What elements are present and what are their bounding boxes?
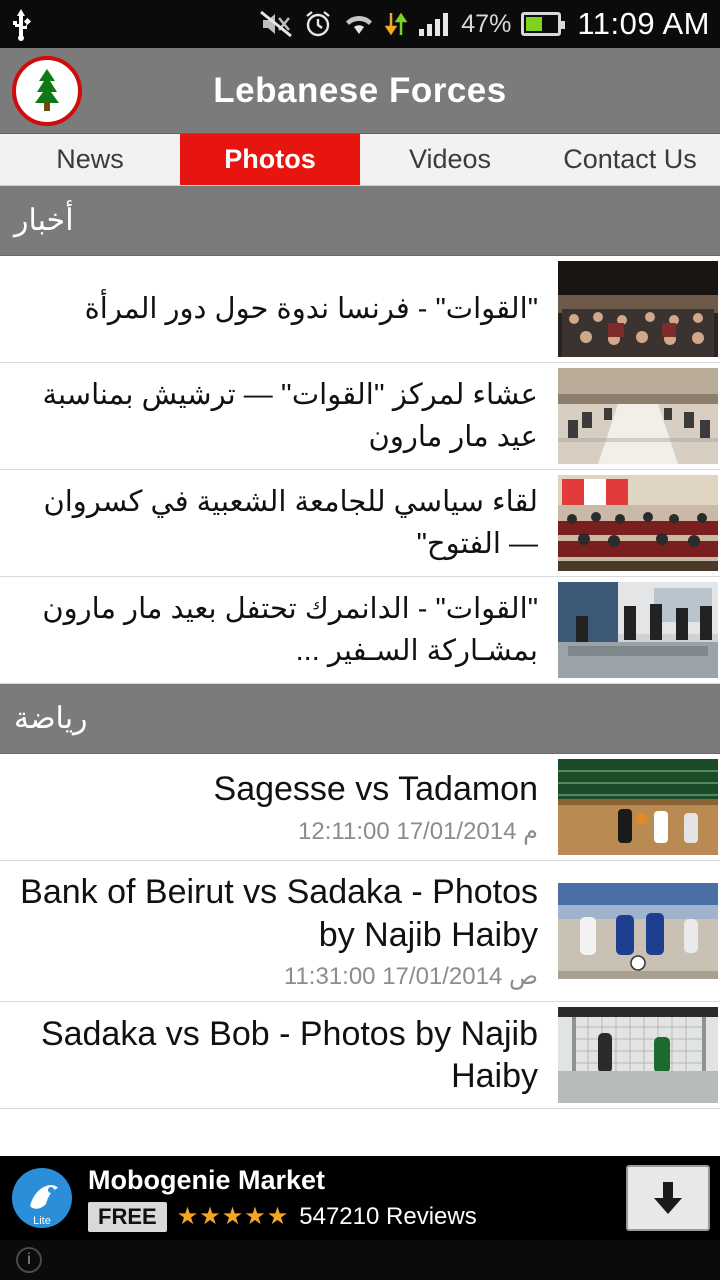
list-item-title: لقاء سياسي للجامعة الشعبية في كسروان — الفتوح" [43,485,538,560]
info-icon[interactable]: i [16,1247,42,1273]
tab-news[interactable]: News [0,134,180,185]
list-item[interactable] [0,861,720,1002]
cedar-logo-icon[interactable] [12,56,82,126]
battery-percent-label: 47% [461,9,512,38]
signal-icon [417,9,451,39]
banquet-dinner-photo [558,368,718,464]
list-item-title: Sagesse vs Tadamon [213,770,538,809]
alarm-icon [303,9,333,39]
status-bar [0,0,720,48]
list-item[interactable] [0,256,720,363]
tab-bar [0,134,720,186]
ad-text [74,1165,626,1232]
list-item-text [0,1003,552,1108]
list-item[interactable] [0,363,720,470]
status-bar-right-icons [259,6,710,42]
list-item-date: 11:31:00 17/01/2014 ص [283,963,538,990]
list-item-title: "القوات" - الدانمرك تحتفل بعيد مار مارون بمشـاركة السـفير ... [42,592,538,667]
list-item-text [0,364,552,468]
list-item-text [0,861,552,1001]
page-title: Lebanese Forces [213,70,507,110]
section-header-news: أخبار [0,186,720,256]
audience-hall-photo [558,261,718,357]
usb-icon [10,7,32,41]
ad-review-count: 547210 Reviews [299,1202,477,1230]
mute-vibrate-icon [259,9,293,39]
list-item-title: عشاء لمركز ''القوات'' — ترشيش بمناسبة عيد مار مارون [42,378,538,453]
mobogenie-icon [10,1166,74,1230]
list-item[interactable] [0,754,720,861]
clock-label: 11:09 AM [577,6,710,41]
conference-hall-photo [558,475,718,571]
data-transfer-icon [385,9,407,39]
ad-price-badge: FREE [88,1202,167,1232]
list-item-text [0,758,552,856]
meeting-room-photo [558,582,718,678]
content-list[interactable] [0,186,720,1280]
list-item-text [0,471,552,575]
list-item[interactable] [0,577,720,684]
ad-title: Mobogenie Market [88,1164,326,1195]
ad-banner[interactable] [0,1156,720,1240]
section-header-sports: رياضة [0,684,720,754]
basketball-game-photo [558,759,718,855]
tab-photos[interactable]: Photos [180,134,360,185]
list-item-title: "القوات" - فرنسا ندوة حول دور المرأة [84,292,538,325]
list-item-text [0,578,552,682]
svg-text:Lite: Lite [33,1215,51,1227]
tab-videos[interactable]: Videos [360,134,540,185]
list-item[interactable] [0,470,720,577]
futsal-game-photo [558,883,718,979]
battery-charging-icon [521,12,561,36]
title-bar [0,48,720,134]
tab-contact-us[interactable]: Contact Us [540,134,720,185]
list-item[interactable] [0,1002,720,1109]
ad-rating-stars: ★★★★★ [176,1203,290,1230]
list-item-title: Bank of Beirut vs Sadaka - Photos by Najib Haiby [20,873,538,954]
list-item-date: 12:11:00 17/01/2014 م [298,817,538,845]
download-arrow-icon[interactable] [626,1165,710,1231]
ad-subline [88,1202,626,1232]
system-nav-bar [0,1240,720,1280]
list-item-title: Sadaka vs Bob - Photos by Najib Haiby [40,1014,538,1095]
list-item-text [0,278,552,340]
status-bar-left-icons [10,7,259,41]
wifi-icon [343,10,375,38]
handball-goal-photo [558,1007,718,1103]
